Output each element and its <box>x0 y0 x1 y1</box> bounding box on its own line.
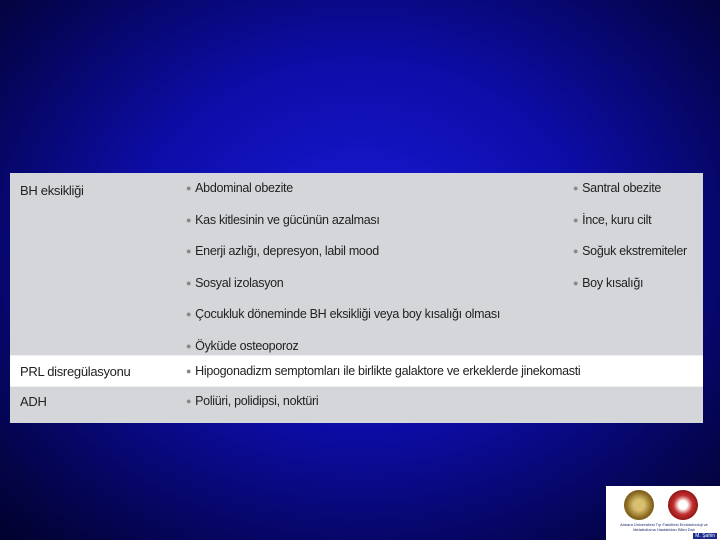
list-item: ● Enerji azlığı, depresyon, labil mood <box>186 244 379 258</box>
faculty-seal-icon <box>668 490 698 520</box>
bullet-icon: ● <box>573 214 579 225</box>
university-seal-icon <box>624 490 654 520</box>
row-label-prl: PRL disregülasyonu <box>20 364 131 379</box>
list-item: ● Öyküde osteoporoz <box>186 338 299 353</box>
list-item: ● Sosyal izolasyon <box>186 275 284 290</box>
prl-symptoms-list <box>186 364 580 380</box>
bh-symptoms-list <box>186 181 500 370</box>
bullet-icon: ● <box>573 277 579 288</box>
author-name: M. Şahin <box>695 533 715 539</box>
row-label-adh: ADH <box>20 394 47 409</box>
table-row-prl <box>10 356 703 386</box>
logo-caption: Ankara Üniversitesi Tıp Fakültesi Endokrinoloji ve Metabolizma Hastalıkları Bilim Dalı <box>620 522 708 532</box>
bullet-icon: ● <box>186 309 192 319</box>
list-item: ● Hipogonadizm semptomları ile birlikte galaktore ve erkeklerde jinekomasti <box>186 364 581 378</box>
list-item: ● Poliüri, polidipsi, noktüri <box>186 394 319 408</box>
bullet-icon: ● <box>186 340 192 351</box>
list-item: ● Soğuk ekstremiteler <box>573 244 687 258</box>
bullet-icon: ● <box>186 366 192 376</box>
list-item: ● Boy kısalığı <box>573 275 644 290</box>
bullet-icon: ● <box>186 246 192 256</box>
list-item: ● Abdominal obezite <box>186 181 293 195</box>
bullet-icon: ● <box>186 277 192 288</box>
bullet-icon: ● <box>573 183 579 193</box>
adh-symptoms-list <box>186 394 318 410</box>
bullet-icon: ● <box>186 396 192 406</box>
list-item: ● Çocukluk döneminde BH eksikliği veya boy kısalığı olması <box>186 307 501 321</box>
list-item: ● Santral obezite <box>573 181 662 195</box>
bullet-icon: ● <box>186 214 192 225</box>
list-item: ● Kas kitlesinin ve gücünün azalması <box>186 212 380 227</box>
table-row-adh <box>10 387 703 423</box>
bullet-icon: ● <box>186 183 192 193</box>
symptoms-table <box>10 173 703 423</box>
row-label-bh: BH eksikliği <box>20 183 84 198</box>
table-row-bh <box>10 173 703 355</box>
institution-logo <box>606 486 720 540</box>
list-item: ● İnce, kuru cilt <box>573 212 652 227</box>
bh-signs-list <box>573 181 687 307</box>
bullet-icon: ● <box>573 246 579 256</box>
